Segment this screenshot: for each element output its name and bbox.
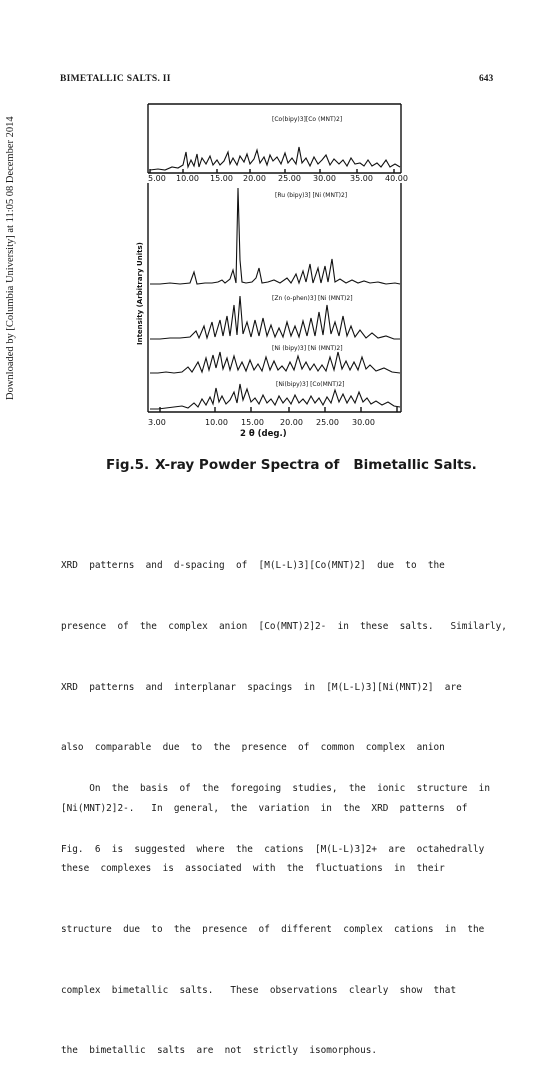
text-line: [Ni(MNT)2]2-. In general, the variation in the XRD patterns of [61,802,468,814]
bottom-trace-labels [272,192,353,388]
trace-ni-bipy-ni-mnt [150,352,400,373]
top-tick: 35.00 [350,174,373,183]
top-tick: 25.00 [278,174,301,183]
text-line: these complexes is associated with the fluctuations in their [61,863,445,875]
trace-label: [Ni (bipy)3] [Ni (MNT)2] [272,345,343,352]
text-line: complex bimetallic salts. These observations clearly show that [61,984,457,996]
bottom-tick: 25.00 [316,418,339,427]
y-axis-label: Intensity (Arbitrary Units) [136,242,144,345]
top-tick: 40.00 [385,174,408,183]
caption-title-part-2: Bimetallic Salts. [353,457,477,473]
figure-caption [106,457,477,473]
trace-zn-ophen-ni-mnt [150,296,400,339]
trace-label: [Ni(bipy)3] [Co(MNT)2] [276,381,345,388]
top-tick: 10.00 [176,174,199,183]
download-watermark: Downloaded by [Columbia University] at 11:05 08 December 2014 [5,116,16,400]
text-line: structure due to the presence of different complex cations in the [61,924,485,936]
trace-ru-bipy-ni-mnt [150,188,400,284]
bottom-tick: 20.00 [280,418,303,427]
text-line: On the basis of the foregoing studies, the ionic structure in [61,783,490,795]
trace-ni-bipy-co-mnt [150,384,400,409]
top-tick: 30.00 [313,174,336,183]
caption-title-part-1: X-ray Powder Spectra of [155,457,340,473]
body-paragraph-2 [61,739,496,880]
trace-label: [Ru (bipy)3] [Ni (MNT)2] [275,192,348,199]
text-line: presence of the complex anion [Co(MNT)2]2- in these salts. Similarly, [61,621,507,633]
bottom-tick: 30.00 [352,418,375,427]
figure-number: Fig.5. [106,457,150,473]
text-line: Fig. 6 is suggested where the cations [M(L-L)3]2+ are octahedrally [61,844,485,856]
trace-label: [Co(bipy)3][Co (MNT)2] [272,116,343,123]
top-tick: 5.00 [148,174,166,183]
bottom-axis-ticklabels [136,242,375,439]
running-head: BIMETALLIC SALTS. II [60,74,171,84]
text-line: XRD patterns and d-spacing of [M(L-L)3][Co(MNT)2] due to the [61,560,445,572]
trace-label: [Zn (o-phen)3] [Ni (MNT)2] [272,295,353,302]
text-line: XRD patterns and interplanar spacings in [M(L-L)3][Ni(MNT)2] are [61,681,462,693]
bottom-tick: 3.00 [148,418,166,427]
page-number: 643 [479,74,494,84]
top-tick: 15.00 [210,174,233,183]
xrd-figure [0,0,551,460]
top-tick: 20.00 [243,174,266,183]
text-line: the bimetallic salts are not strictly isomorphous. [61,1045,378,1057]
x-axis-label: 2 θ (deg.) [240,429,287,439]
text-line: also comparable due to the presence of common complex anion [61,742,445,754]
bottom-tick: 10.00 [205,418,228,427]
bottom-tick: 15.00 [241,418,264,427]
trace-co-bipy-co-mnt [150,147,400,170]
top-panel [148,104,401,173]
